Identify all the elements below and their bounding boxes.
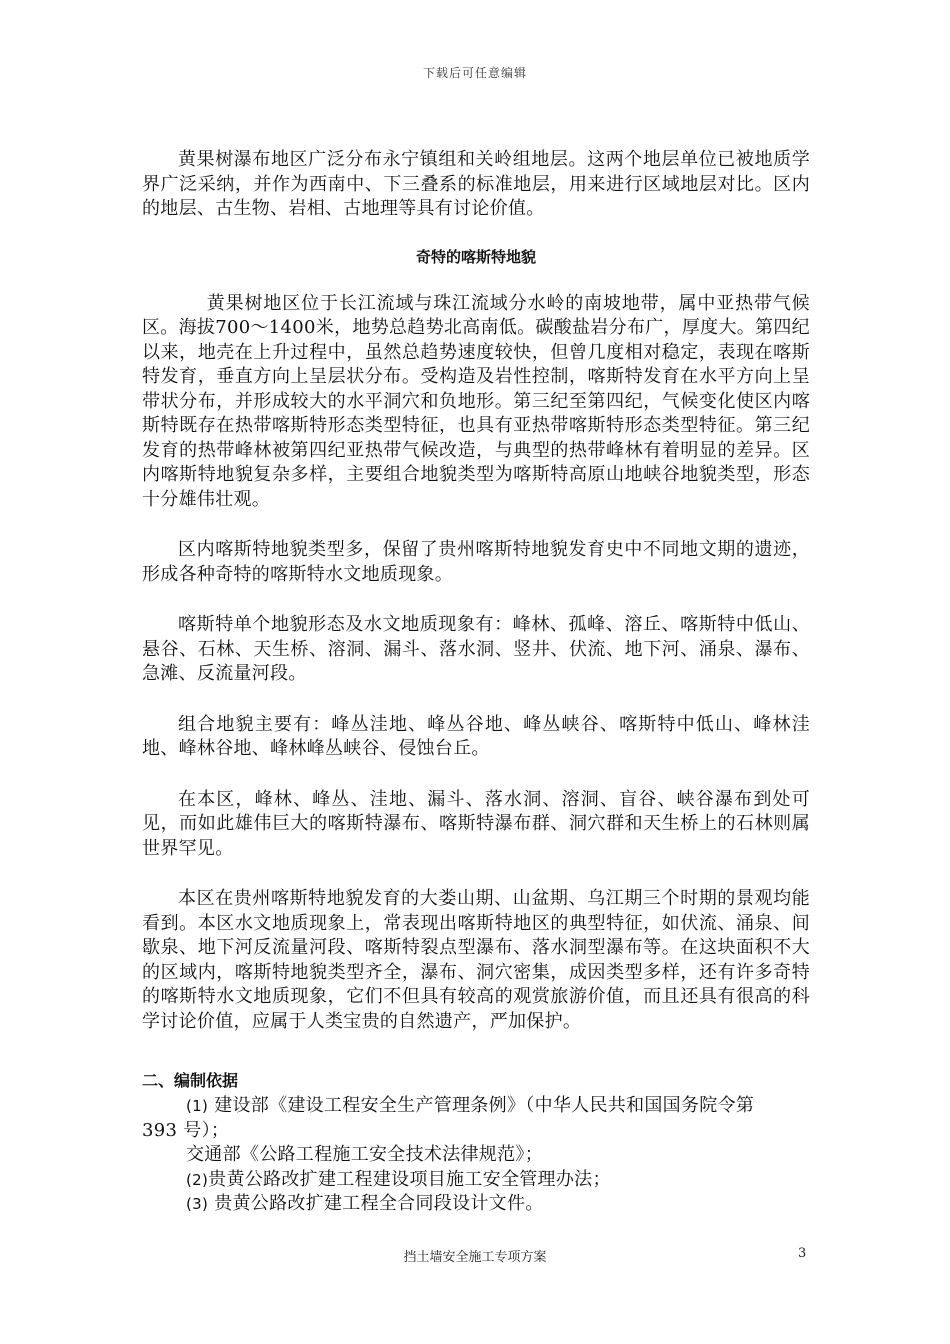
paragraph-single-landforms: 喀斯特单个地貌形态及水文地质现象有：峰林、孤峰、溶丘、喀斯特中低山、悬谷、石林、天生桥、溶洞、漏斗、落水洞、竖井、伏流、地下河、涌泉、瀑布、急滩、反流量河段。 bbox=[142, 614, 810, 684]
section-subtitle: 奇特的喀斯特地貌 bbox=[415, 247, 536, 266]
basis-item-2: 交通部《公路工程施工安全技术法律规范》； bbox=[186, 1144, 543, 1165]
basis-item-4-number: (3) bbox=[186, 1195, 209, 1213]
paragraph-strata: 黄果树瀑布地区广泛分布永宁镇组和关岭组地层。这两个地层单位已被地质学界广泛采纳，并作为西南中、下三叠系的标准地层，用来进行区域地层对比。区内的地层、古生物、岩相、古地理等具有讨论价值。 bbox=[142, 149, 810, 219]
basis-item-1-text: 建设部《建设工程安全生产管理条例》（中华人民共和国国务院令第 bbox=[214, 1095, 755, 1116]
basis-item-1-number: (1) bbox=[186, 1097, 209, 1115]
paragraph-karst-types: 区内喀斯特地貌类型多，保留了贵州喀斯特地貌发育史中不同地文期的遗迹，形成各种奇特的喀斯特水文地质现象。 bbox=[142, 539, 810, 585]
paragraph-rare-features: 在本区，峰林、峰丛、洼地、漏斗、落水洞、溶洞、盲谷、峡谷瀑布到处可见，而如此雄伟巨大的喀斯特瀑布、喀斯特瀑布群、洞穴群和天生桥上的石林则属世界罕见。 bbox=[142, 788, 810, 859]
paragraph-hydrogeology: 本区在贵州喀斯特地貌发育的大娄山期、山盆期、乌江期三个时期的景观均能看到。本区水文地质现象上，常表现出喀斯特地区的典型特征，如伏流、涌泉、间歇泉、地下河反流量河段、喀斯特裂点型瀑布、落水洞型瀑布等。在这块面积不大的区域内，喀斯特地貌类型齐全，瀑布、洞穴密集，成因类型多样，还有许多奇特的喀斯特水文地质现象，它们不但具有较高的观赏旅游价值，而且还具有很高的科学讨论价值，应属于人类宝贵的自然遗产，严加保护。 bbox=[142, 888, 810, 1032]
basis-heading: 二、编制依据 bbox=[142, 1071, 239, 1090]
basis-item-1-continued: 393 号）； bbox=[142, 1119, 230, 1141]
paragraph-karst-overview: 黄果树地区位于长江流域与珠江流域分水岭的南坡地带，属中亚热带气候区。海拔700～1400米，地势总趋势北高南低。碳酸盐岩分布广，厚度大。第四纪以来，地壳在上升过程中，虽然总趋势速度较快，但曾几度相对稳定，表现在喀斯特发育，垂直方向上呈层状分布。受构造及岩性控制，喀斯特发育在水平方向上呈带状分布，并形成较大的水平洞穴和负地形。第三纪至第四纪，气候变化使区内喀斯特既存在热带喀斯特形态类型特征，也具有亚热带喀斯特形态类型特征。第三纪发育的热带峰林被第四纪亚热带气候改造，与典型的热带峰林有着明显的差异。区内喀斯特地貌复杂多样，主要组合地貌类型为喀斯特高原山地峡谷地貌类型，形态十分雄伟壮观。 bbox=[142, 292, 810, 510]
page-footer: 挡土墙安全施工专项方案 bbox=[403, 1250, 547, 1265]
page-header: 下载后可任意编辑 bbox=[422, 66, 527, 80]
basis-item-4-text: 贵黄公路改扩建工程全合同段设计文件。 bbox=[214, 1193, 544, 1214]
basis-item-1 bbox=[142, 1094, 810, 1119]
basis-item-4 bbox=[142, 1192, 810, 1217]
document-body bbox=[142, 148, 810, 1217]
basis-item-3-text: 贵黄公路改扩建工程建设项目施工安全管理办法； bbox=[208, 1168, 611, 1190]
basis-item-3 bbox=[142, 1168, 810, 1193]
basis-item-3-number: (2) bbox=[186, 1170, 209, 1189]
page-number: 3 bbox=[798, 1246, 807, 1261]
paragraph-combined-landforms: 组合地貌主要有：峰丛洼地、峰丛谷地、峰丛峡谷、喀斯特中低山、峰林洼地、峰林谷地、峰林峰丛峡谷、侵蚀台丘。 bbox=[142, 713, 810, 759]
